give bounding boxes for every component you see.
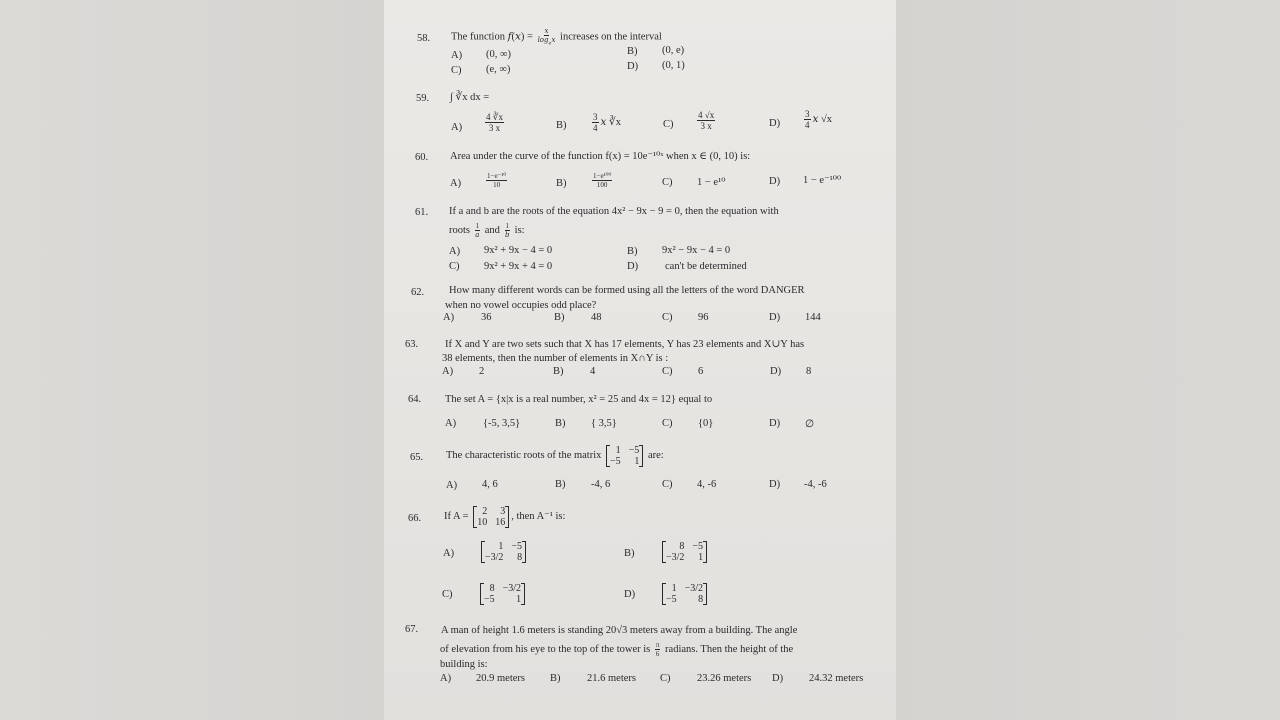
option-text: $\frac{3}{4}$ x ∛x: [593, 112, 621, 133]
question-number: 64.: [408, 394, 422, 405]
option-label: C): [662, 312, 673, 323]
option-label: C): [662, 366, 673, 377]
option-label: C): [442, 589, 453, 600]
option-text: 9x² + 9x + 4 = 0: [484, 261, 553, 272]
question-text: If X and Y are two sets such that X has 17 elements, Y has 23 elements and X∪Y has: [445, 339, 805, 350]
matrix-cell: −3/2: [502, 583, 522, 594]
question-number: 59.: [416, 93, 430, 104]
option-label: A): [440, 673, 452, 684]
matrix-cell: 2: [482, 505, 488, 517]
matrix-cell: 10: [477, 516, 488, 528]
question-text-line2: 38 elements, then the number of elements in X∩Y is :: [442, 353, 669, 364]
question-text-line2: of elevation from his eye to the top of the tower is $\frac{\pi}{6}$ radians. Then the height of the: [440, 641, 794, 658]
matrix-cell: 8: [517, 552, 523, 563]
option-label: B): [553, 366, 564, 377]
option-matrix: [660, 541, 709, 563]
option-text: 9x² − 9x − 4 = 0: [662, 245, 731, 256]
option-text: 4, 6: [482, 479, 498, 490]
question-number: 62.: [411, 287, 425, 298]
matrix-cell: −3/2: [666, 552, 685, 563]
question-number: 60.: [415, 152, 429, 163]
matrix-cell: −5: [666, 594, 677, 605]
option-text: 23.26 meters: [697, 673, 752, 684]
option-label: C): [662, 479, 673, 490]
option-label: A): [445, 418, 457, 429]
option-text: {-5, 3,5}: [483, 418, 521, 429]
option-text: 48: [591, 312, 602, 323]
option-text: {0}: [698, 418, 714, 429]
option-label: D): [772, 673, 784, 684]
matrix-cell: 1: [615, 444, 621, 456]
matrix-cell: −3/2: [485, 552, 504, 563]
option-label: D): [769, 312, 781, 323]
option-text: ∅: [805, 419, 815, 430]
option-matrix: [479, 541, 528, 563]
question-text: The set A = {x|x is a real number, x² = 25 and 4x = 12} equal to: [445, 394, 713, 405]
question-number: 67.: [405, 624, 419, 635]
question-text: [446, 444, 664, 468]
matrix-cell: −5: [511, 541, 523, 552]
option-text: (0, ∞): [486, 49, 511, 60]
option-label: B): [624, 548, 635, 559]
matrix-cell: −5: [628, 444, 640, 456]
option-label: D): [769, 118, 781, 129]
option-text: 9x² + 9x − 4 = 0: [484, 245, 553, 256]
option-text: 21.6 meters: [587, 673, 636, 684]
matrix-cell: 16: [495, 516, 506, 528]
option-text: $\frac{4 ∛x}{3 x}$: [486, 112, 503, 133]
question-text-tail: , then A⁻¹ is:: [511, 511, 566, 522]
left-backdrop: [0, 0, 384, 720]
question-text: A man of height 1.6 meters is standing 20√3 meters away from a building. The angle: [441, 625, 798, 636]
option-text: 4, -6: [697, 479, 717, 490]
option-label: B): [555, 479, 566, 490]
option-label: C): [449, 261, 460, 272]
option-label: B): [627, 246, 638, 257]
question-number: 65.: [410, 452, 424, 463]
matrix-cell: −5: [692, 541, 704, 552]
option-text: (0, e): [662, 45, 685, 56]
option-text: 8: [806, 366, 812, 377]
exam-page: [384, 0, 896, 720]
matrix-cell: −5: [484, 594, 495, 605]
option-text: 96: [698, 312, 709, 323]
option-label: C): [662, 177, 673, 188]
option-label: A): [450, 178, 462, 189]
option-label: B): [555, 418, 566, 429]
option-label: D): [627, 61, 639, 72]
question-text-line2: roots $\frac{1}{a}$ and $\frac{1}{b}$ is:: [449, 222, 525, 239]
option-label: C): [662, 418, 673, 429]
matrix-cell: 1: [498, 541, 504, 552]
question-text: [444, 505, 565, 529]
matrix-cell: 1: [671, 583, 677, 594]
option-label: A): [451, 122, 463, 133]
option-text: 144: [805, 312, 821, 323]
matrix: [473, 506, 509, 528]
option-label: B): [556, 178, 567, 189]
option-text: { 3,5}: [591, 418, 617, 429]
option-text: 36: [481, 312, 492, 323]
option-label: A): [449, 246, 461, 257]
option-text: $\frac{\text{1−e⁻¹⁰}}{10}$: [487, 172, 507, 189]
option-text: 1 − e¹⁰: [697, 177, 726, 188]
option-label: C): [451, 65, 462, 76]
question-text: If a and b are the roots of the equation 4x² − 9x − 9 = 0, then the equation with: [449, 206, 779, 217]
option-label: D): [769, 418, 781, 429]
question-text: How many different words can be formed using all the letters of the word DANGER: [449, 285, 805, 296]
question-number: 66.: [408, 513, 422, 524]
question-text-tail: are:: [647, 450, 664, 461]
question-text-line3: building is:: [440, 659, 488, 670]
option-label: D): [627, 261, 639, 272]
matrix: [606, 445, 643, 467]
option-label: A): [446, 480, 458, 491]
option-text: can't be determined: [665, 261, 747, 272]
matrix-cell: 8: [489, 583, 495, 594]
question-text: Area under the curve of the function f(x) = 10e⁻¹⁰ˣ when x ∈ (0, 10) is:: [450, 151, 751, 162]
matrix-cell: 1: [634, 455, 640, 467]
option-label: B): [627, 46, 638, 57]
right-backdrop: [896, 0, 1280, 720]
question-number: 61.: [415, 207, 429, 218]
matrix-cell: −5: [610, 455, 621, 467]
option-text: $\frac{3}{4}$ x √x: [805, 109, 833, 130]
option-text: -4, 6: [591, 479, 611, 490]
option-text: $\frac{4 √x}{3 x}$: [698, 110, 715, 131]
option-label: B): [554, 312, 565, 323]
option-text: 2: [479, 366, 485, 377]
option-text: (e, ∞): [486, 64, 511, 75]
question-text-lead: The characteristic roots of the matrix: [446, 450, 602, 461]
option-text: 6: [698, 366, 704, 377]
option-label: D): [769, 479, 781, 490]
matrix-cell: 3: [500, 505, 506, 517]
option-matrix: [660, 583, 709, 605]
matrix-cell: 1: [698, 552, 704, 563]
option-label: B): [556, 120, 567, 131]
option-label: A): [451, 50, 463, 61]
option-label: D): [770, 366, 782, 377]
matrix-cell: 8: [679, 541, 685, 552]
option-text: 20.9 meters: [476, 673, 525, 684]
option-text: -4, -6: [804, 479, 827, 490]
option-label: A): [443, 312, 455, 323]
option-text: 24.32 meters: [809, 673, 864, 684]
option-label: A): [442, 366, 454, 377]
question-number: 63.: [405, 339, 419, 350]
matrix-cell: 8: [698, 594, 704, 605]
option-label: C): [660, 673, 671, 684]
option-text: (0, 1): [662, 60, 685, 71]
option-label: B): [550, 673, 561, 684]
matrix-cell: 1: [516, 594, 522, 605]
option-matrix: [478, 583, 527, 605]
question-text-lead: If A =: [444, 511, 469, 522]
option-label: A): [443, 548, 455, 559]
question-text-line2: when no vowel occupies odd place?: [445, 300, 597, 311]
option-text: 4: [590, 366, 596, 377]
option-text: 1 − e⁻¹⁰⁰: [803, 175, 842, 186]
question-number: 58.: [417, 33, 431, 44]
option-label: D): [624, 589, 636, 600]
option-label: C): [663, 119, 674, 130]
question-text: ∫ ∛x dx =: [450, 92, 490, 103]
question-text: The function f(x) = $\frac{x}{\log_ex}$ increases on the interval: [451, 27, 662, 47]
option-label: D): [769, 176, 781, 187]
option-text: $\frac{\text{1−e¹⁰⁰}}{100}$: [593, 172, 612, 189]
matrix-cell: −3/2: [684, 583, 704, 594]
